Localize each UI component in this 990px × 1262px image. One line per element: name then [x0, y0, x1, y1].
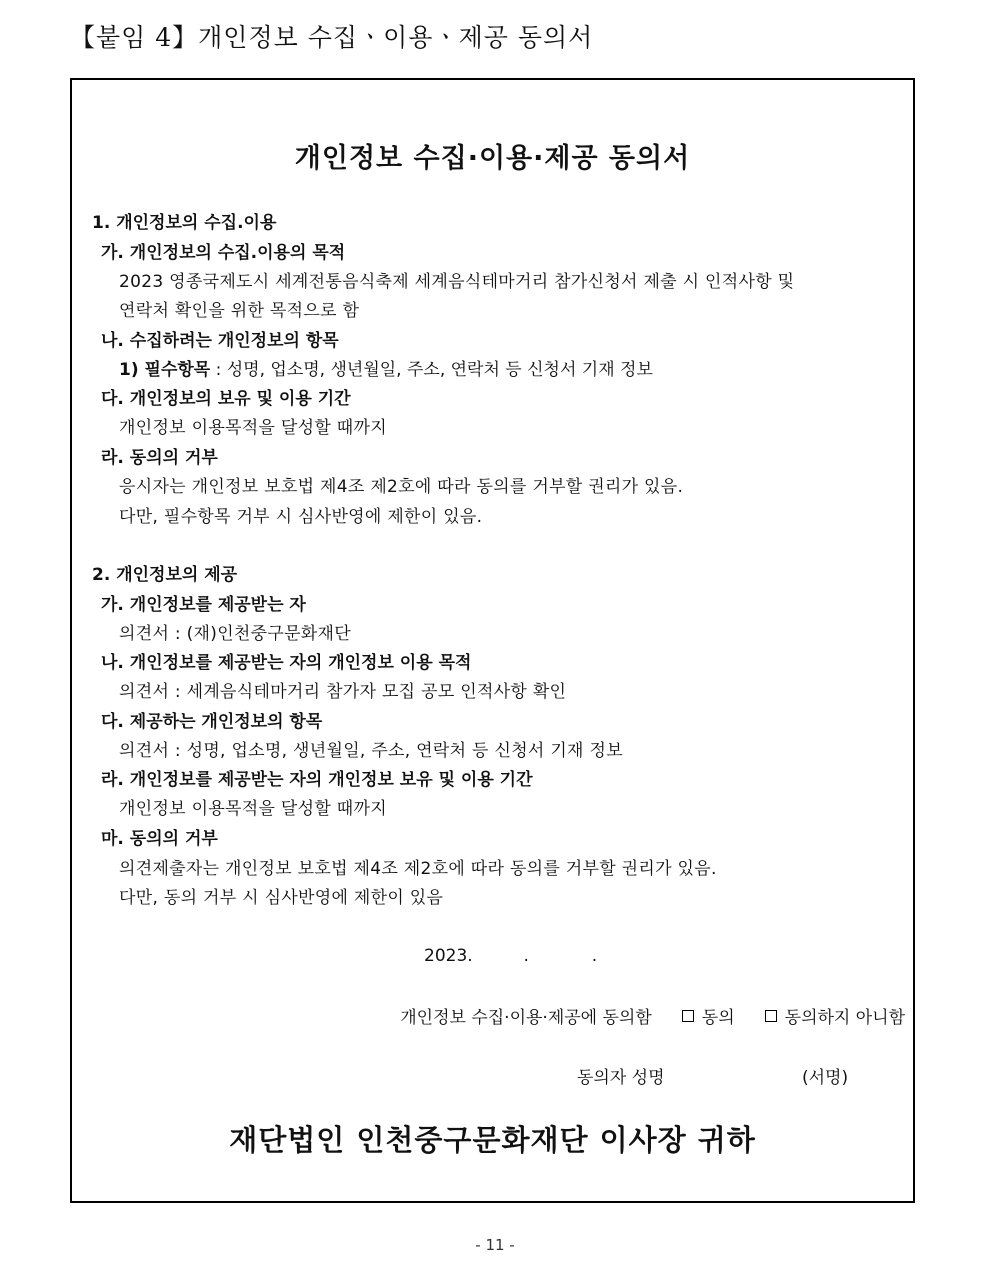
agree-label: 동의 [701, 1008, 735, 1028]
section2-d-heading: 라. 개인정보를 제공받는 자의 개인정보 보유 및 이용 기간 [101, 770, 533, 790]
attachment-header: 【붙임 4】개인정보 수집ㆍ이용ㆍ제공 동의서 [70, 23, 594, 52]
section2-e-heading: 마. 동의의 거부 [101, 829, 218, 849]
date-day-dot: . [591, 946, 598, 966]
section1-d-text-2: 다만, 필수항목 거부 시 심사반영에 제한이 있음. [119, 507, 483, 527]
signer-name-label: 동의자 성명 [577, 1068, 665, 1088]
required-items-label: 1) 필수항목 [119, 360, 211, 380]
required-items-text: : 성명, 업소명, 생년월일, 주소, 연락처 등 신청서 기재 정보 [210, 360, 653, 380]
document-title: 개인정보 수집·이용·제공 동의서 [294, 143, 691, 174]
section2-e-text-1: 의견제출자는 개인정보 보호법 제4조 제2호에 따라 동의를 거부할 권리가 있음. [119, 859, 717, 879]
section2-b-text: 의견서 : 세계음식테마거리 참가자 모집 공모 인적사항 확인 [119, 682, 567, 702]
section1-b-item [119, 359, 653, 381]
section1-heading: 1. 개인정보의 수집.이용 [92, 213, 277, 233]
page-number: - 11 - [475, 1236, 515, 1254]
agree-checkbox[interactable] [682, 1010, 694, 1022]
section2-d-text: 개인정보 이용목적을 달성할 때까지 [119, 799, 387, 819]
section2-e-text-2: 다만, 동의 거부 시 심사반영에 제한이 있음 [119, 888, 444, 908]
section2-a-text: 의견서 : (재)인천중구문화재단 [119, 624, 351, 644]
section1-d-text-1: 응시자는 개인정보 보호법 제4조 제2호에 따라 동의를 거부할 권리가 있음. [119, 477, 684, 497]
section1-d-heading: 라. 동의의 거부 [101, 448, 218, 468]
section2-c-heading: 다. 제공하는 개인정보의 항목 [101, 712, 323, 732]
section2-c-text: 의견서 : 성명, 업소명, 생년월일, 주소, 연락처 등 신청서 기재 정보 [119, 741, 623, 761]
signature-field[interactable]: (서명) [802, 1068, 849, 1088]
date-month-dot: . [523, 946, 529, 966]
section1-a-text-2: 연락처 확인을 위한 목적으로 함 [119, 301, 360, 321]
consent-row [400, 1003, 905, 1028]
section1-b-heading: 나. 수집하려는 개인정보의 항목 [101, 331, 339, 351]
section1-a-heading: 가. 개인정보의 수집.이용의 목적 [101, 243, 346, 263]
consent-form [70, 78, 915, 1203]
date-line [424, 946, 597, 966]
section2-a-heading: 가. 개인정보를 제공받는 자 [101, 595, 306, 615]
consent-prompt: 개인정보 수집·이용·제공에 동의함 [400, 1008, 652, 1028]
section1-c-heading: 다. 개인정보의 보유 및 이용 기간 [101, 389, 351, 409]
disagree-checkbox[interactable] [765, 1010, 777, 1022]
section1-a-text-1: 2023 영종국제도시 세계전통음식축제 세계음식테마거리 참가신청서 제출 시 인적사항 및 [119, 272, 795, 292]
disagree-label: 동의하지 아니함 [784, 1008, 905, 1028]
date-year: 2023. [424, 946, 473, 966]
section2-heading: 2. 개인정보의 제공 [92, 565, 238, 585]
recipient-line: 재단법인 인천중구문화재단 이사장 귀하 [229, 1123, 756, 1157]
section2-b-heading: 나. 개인정보를 제공받는 자의 개인정보 이용 목적 [101, 653, 472, 673]
section1-c-text: 개인정보 이용목적을 달성할 때까지 [119, 418, 387, 438]
